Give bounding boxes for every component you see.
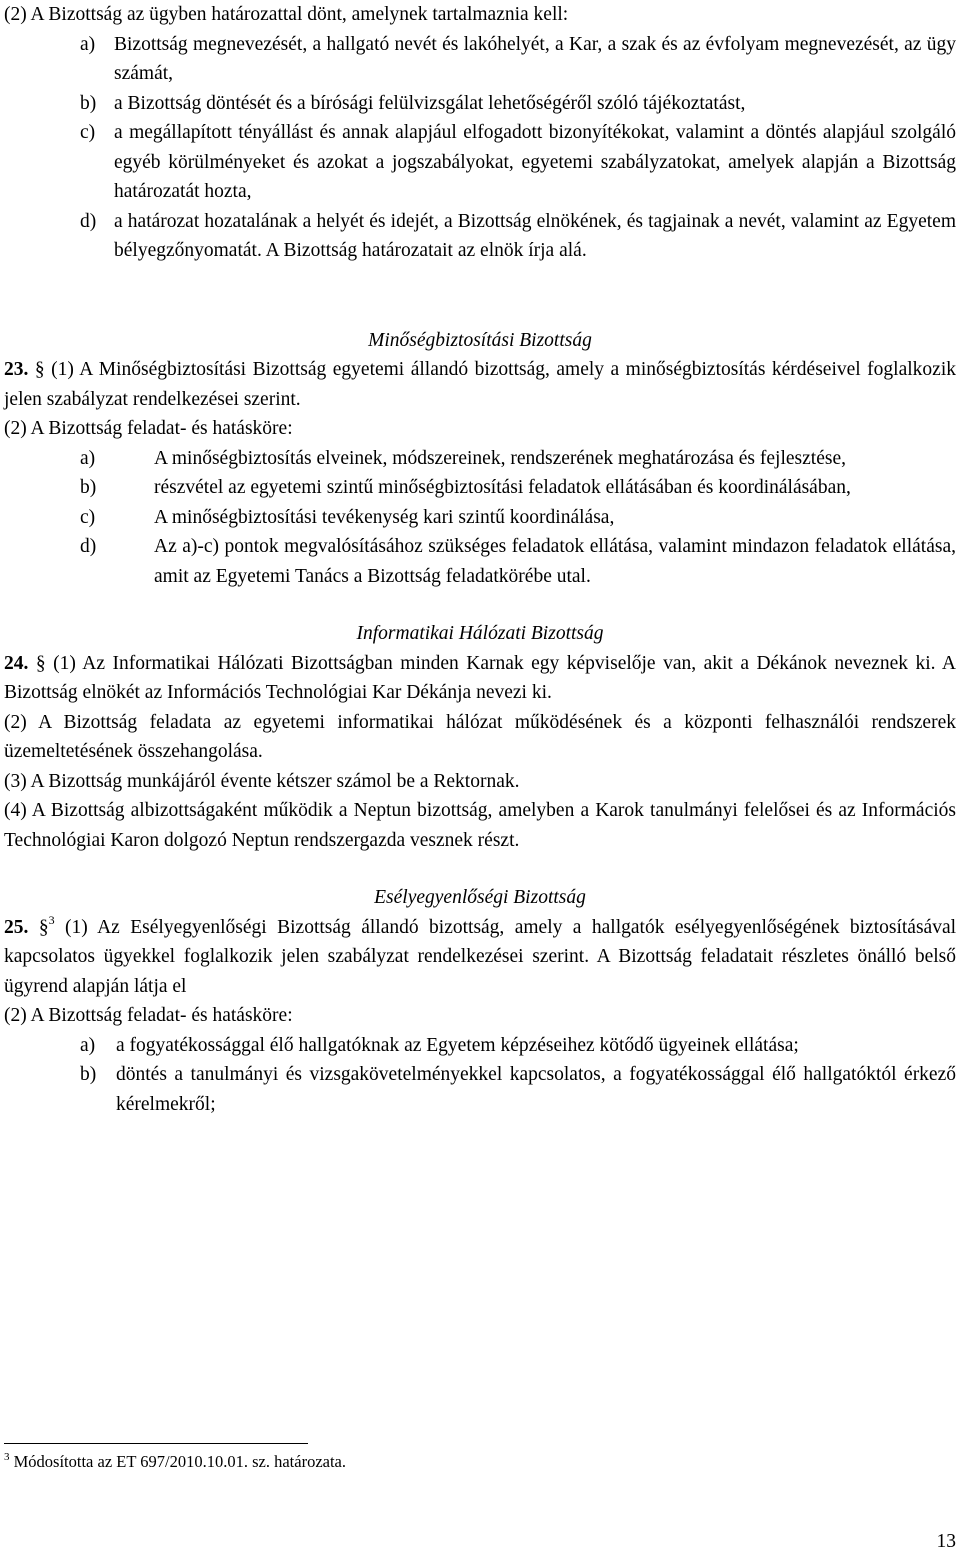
section-25-list [4,1031,956,1120]
paragraph-text: § (1) A Minőségbiztosítási Bizottság egyetemi állandó bizottság, amely a minőségbiztosítás kérdéseivel foglalkozik jelen szabályzat rendelkezései szerint. [4,359,956,410]
item-label: d) [80,210,97,232]
item-text: Bizottság megnevezését, a hallgató nevét és lakóhelyét, a Kar, a szak és az évfolyam megnevezését, az ügy számát, [114,33,956,84]
block1-list [4,30,956,266]
item-text: döntés a tanulmányi és vizsgakövetelményekkel kapcsolatos, a fogyatékossággal élő hallgatóktól érkező kérelmekről; [116,1064,956,1115]
list-item [80,444,956,474]
item-label: a) [80,33,96,55]
item-label: b) [80,477,97,498]
list-item [80,1060,956,1119]
item-text: a megállapított tényállást és annak alapjául elfogadott bizonyítékokat, valamint a döntés alapjául szolgáló egyéb körülményeket és azokat a jogszabályokat, egyetemi szabályzatokat, amelyek alapján a Bizottság határozatát hozta, [114,122,956,202]
section-paragraph-1 [4,649,956,708]
item-label: d) [80,536,97,557]
section-paragraph-2: (2) A Bizottság feladata az egyetemi informatikai hálózat működésének és a központi felhasználói rendszerek üzemeltetésének összehangolása. [4,711,956,762]
block1-intro: (2) A Bizottság az ügyben határozattal dönt, amelynek tartalmaznia kell: [4,4,569,25]
section-paragraph-1 [4,913,956,1002]
section-number: 24. [4,652,29,674]
item-text: Az a)-c) pontok megvalósításához szükséges feladatok ellátása, valamint mindazon feladatok ellátása, amit az Egyetemi Tanács a Bizottság feladatkörébe utal. [154,536,956,587]
item-label: a) [80,1034,96,1056]
paragraph-text: § (1) Az Informatikai Hálózati Bizottságban minden Karnak egy képviselője van, akit a Dékánok neveznek ki. A Bizottság elnökét az Információs Technológiai Kar Dékánja nevezi ki. [4,652,956,703]
item-text: részvétel az egyetemi szintű minőségbiztosítási feladatok ellátásában és koordinálásában, [154,477,851,498]
section-sign: § [38,916,49,938]
section-25 [4,883,956,1119]
list-item [80,503,956,533]
footnote-reference[interactable]: 3 [48,912,55,927]
paragraph-text: (1) Az Esélyegyenlőségi Bizottság állandó bizottság, amely a hallgatók esélyegyenlőségének biztosításával kapcsolatos ügyekkel foglalkozik jelen szabályzat rendelkezései szerint. A Bizottság feladatait részletes önálló belső ügyrend alapján látja el [4,916,957,997]
section-paragraph-2-intro: (2) A Bizottság feladat- és hatásköre: [4,1005,293,1026]
section-23-list [4,444,956,592]
section-paragraph-3: (3) A Bizottság munkájáról évente kétszer számol be a Rektornak. [4,770,520,792]
footnote [4,1451,346,1473]
list-item [80,532,956,591]
item-label: c) [80,122,96,143]
list-item [80,30,956,89]
footnote-number: 3 [4,1451,10,1463]
footnote-text: Módosította az ET 697/2010.10.01. sz. határozata. [13,1452,346,1471]
section-title: Informatikai Hálózati Bizottság [356,623,604,644]
list-item [80,89,956,119]
item-text: A minőségbiztosítási tevékenység kari szintű koordinálása, [154,506,615,528]
section-title: Minőségbiztosítási Bizottság [368,329,592,351]
section-paragraph-4: (4) A Bizottság albizottságaként működik a Neptun bizottság, amelyben a Karok tanulmányi felelősei és az Információs Technológiai Karon dolgozó Neptun rendszergazda vesznek részt. [4,800,956,851]
item-label: a) [80,447,96,469]
section-title: Esélyegyenlőségi Bizottság [374,887,586,908]
section-number: 25. [4,916,29,938]
section-number: 23. [4,359,29,380]
item-label: b) [80,1064,97,1085]
document-page [4,0,956,1119]
item-text: a Bizottság döntését és a bírósági felülvizsgálat lehetőségéről szóló tájékoztatást, [114,92,746,114]
footnote-divider [4,1443,308,1444]
list-item [80,207,956,266]
section-paragraph-1 [4,355,956,414]
item-text: A minőségbiztosítás elveinek, módszereinek, rendszerének meghatározása és fejlesztése, [154,447,846,469]
list-item [80,1031,956,1061]
list-item [80,473,956,503]
item-label: c) [80,506,96,528]
page-number: 13 [936,1531,956,1552]
list-item [80,118,956,207]
item-label: b) [80,92,97,114]
section-24 [4,619,956,855]
item-text: a határozat hozatalának a helyét és idejét, a Bizottság elnökének, és tagjainak a nevét, valamint az Egyetem bélyegzőnyomatát. A Bizottság határozatait az elnök írja alá. [114,210,956,261]
section-23 [4,326,956,592]
section-paragraph-2-intro: (2) A Bizottság feladat- és hatásköre: [4,418,293,439]
item-text: a fogyatékossággal élő hallgatóknak az Egyetem képzéseihez kötődő ügyeinek ellátása; [116,1034,799,1056]
